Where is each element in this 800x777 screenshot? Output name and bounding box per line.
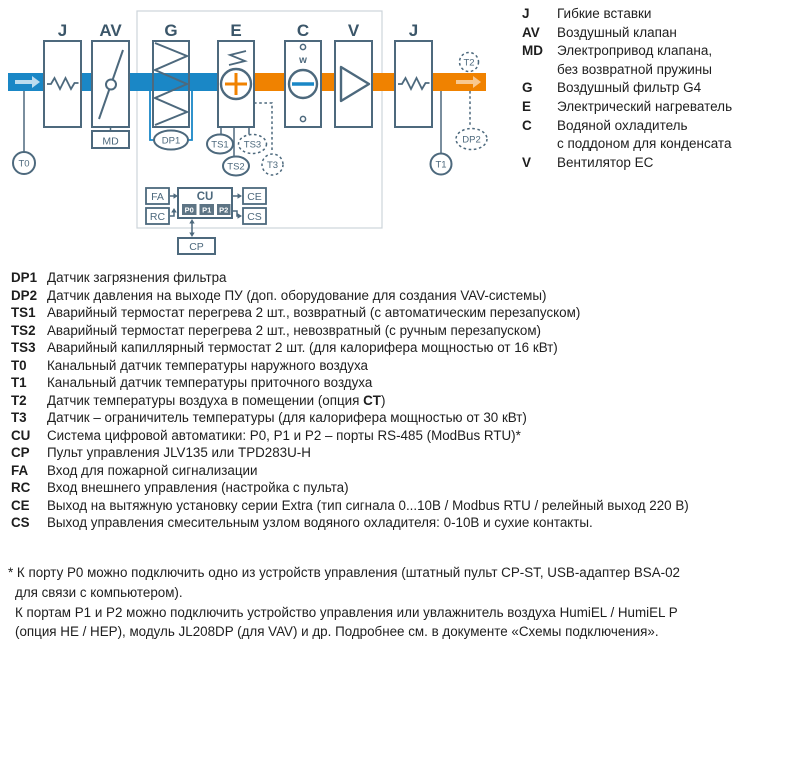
footnote-line: К портам P1 и P2 можно подключить устройство управления или увлажнитель воздуха HumiEL / HumiEL P xyxy=(15,604,678,620)
legend-item xyxy=(522,117,732,154)
system-diagram xyxy=(0,0,500,262)
definition-text-part: Датчик загрязнения фильтра xyxy=(47,270,227,285)
definition-key: CU xyxy=(11,427,31,443)
definition-row xyxy=(11,287,689,305)
definition-key: T2 xyxy=(11,392,27,408)
definition-text-part: Аварийный капиллярный термостат 2 шт. (для калорифера мощностью от 16 кВт) xyxy=(47,340,558,355)
legend-item xyxy=(522,24,732,43)
definition-key: T1 xyxy=(11,375,27,390)
p0-label: P0 xyxy=(184,205,194,215)
legend-text xyxy=(557,42,712,79)
legend-text xyxy=(557,5,651,24)
definition-key: TS2 xyxy=(11,322,36,338)
definition-key: T3 xyxy=(11,410,27,425)
definition-key: DP1 xyxy=(11,270,38,285)
t1-label: T1 xyxy=(435,159,447,171)
definition-row xyxy=(11,392,689,410)
definition-key: CP xyxy=(11,445,30,460)
definition-text-part: Датчик температуры воздуха в помещении (опция xyxy=(47,392,364,408)
ts1-label: TS1 xyxy=(211,139,229,151)
legend-key: V xyxy=(522,154,532,170)
definition-row xyxy=(11,409,689,427)
legend-line: без возвратной пружины xyxy=(557,61,712,77)
definition-text-part: Пульт управления JLV135 или TPD283U-H xyxy=(47,445,311,460)
definition-key: T0 xyxy=(11,357,27,373)
definition-text xyxy=(47,287,546,305)
legend-line: Воздушный фильтр G4 xyxy=(557,80,702,96)
definition-text xyxy=(47,322,541,340)
definition-text-part: Датчик давления на выходе ПУ (доп. оборудование для создания VAV-системы) xyxy=(47,287,547,303)
t2-label: T2 xyxy=(463,57,475,69)
definition-row xyxy=(11,357,689,375)
legend-text xyxy=(557,154,653,173)
legend-line: Воздушный клапан xyxy=(557,24,677,40)
definition-row xyxy=(11,304,689,322)
cu-label: CU xyxy=(196,191,214,203)
definition-text xyxy=(47,304,580,322)
cooler-port-bottom-icon xyxy=(300,116,305,121)
definition-key: TS3 xyxy=(11,340,36,355)
definition-text-part: Аварийный термостат перегрева 2 шт., невозвратный (с ручным перезапуском) xyxy=(47,322,541,338)
ts2-label: TS2 xyxy=(227,161,245,173)
definition-text xyxy=(47,462,257,480)
definitions-list xyxy=(11,269,689,532)
definition-text xyxy=(47,339,558,357)
legend-line: Электропривод клапана, xyxy=(557,43,713,59)
cs-label: CS xyxy=(247,211,262,223)
legend-key: E xyxy=(522,98,532,114)
legend-key: J xyxy=(522,6,530,21)
definition-text xyxy=(47,479,349,497)
definition-text xyxy=(47,409,527,427)
definition-row xyxy=(11,444,689,462)
definition-text xyxy=(47,374,372,392)
definition-row xyxy=(11,322,689,340)
water-label: w xyxy=(299,55,307,66)
definition-text xyxy=(47,427,521,445)
ce-label: CE xyxy=(247,191,262,203)
label-j-left: J xyxy=(57,21,68,40)
legend-line: с поддоном для конденсата xyxy=(557,136,732,152)
label-e: E xyxy=(230,21,242,40)
definition-row xyxy=(11,374,689,392)
label-v: V xyxy=(347,21,360,40)
definition-text-bold: CT xyxy=(363,392,381,408)
rc-label: RC xyxy=(149,211,166,223)
label-g: G xyxy=(164,21,178,40)
definition-text xyxy=(47,514,593,532)
cooler-port-top-icon xyxy=(300,44,305,49)
definition-text-part: ) xyxy=(380,392,386,408)
legend-key: C xyxy=(522,117,532,133)
definition-text-part: Вход для пожарной сигнализации xyxy=(47,462,258,478)
footnote-line: * К порту P0 можно подключить одно из устройств управления (штатный пульт CP-ST, USB-адаптер BSA-02 xyxy=(8,565,680,580)
definition-text-part: Канальный датчик температуры наружного воздуха xyxy=(47,357,368,373)
legend-item xyxy=(522,42,732,79)
cp-label: CP xyxy=(189,241,204,253)
legend-line: Водяной охладитель xyxy=(557,117,688,133)
definition-text-part: Вход внешнего управления (настройка с пульта) xyxy=(47,480,349,495)
component-legend xyxy=(522,5,732,172)
footnote-line: для связи с компьютером). xyxy=(15,584,183,600)
label-c: C xyxy=(296,21,310,40)
definition-text xyxy=(47,392,385,410)
definition-row xyxy=(11,339,689,357)
dp2-label: DP2 xyxy=(462,134,481,146)
p1-label: P1 xyxy=(202,205,212,215)
md-label: MD xyxy=(102,135,119,148)
legend-line: Вентилятор ЕС xyxy=(557,154,654,170)
dp1-label: DP1 xyxy=(161,135,181,147)
definition-text-part: Выход управления смесительным узлом водяного охладителя: 0-10В и сухие контакты. xyxy=(47,515,593,530)
definition-row xyxy=(11,479,689,497)
legend-item xyxy=(522,79,732,98)
definition-text xyxy=(47,357,368,375)
definition-key: TS1 xyxy=(11,305,36,320)
definition-row xyxy=(11,269,689,287)
definition-row xyxy=(11,497,689,515)
definition-text-part: Выход на вытяжную установку серии Extra (тип сигнала 0...10В / Modbus RTU / релейный выход 220 В) xyxy=(47,497,689,513)
ts3-label: TS3 xyxy=(243,139,262,151)
definition-text-part: Датчик – ограничитель температуры (для калорифера мощностью от 30 кВт) xyxy=(47,410,527,425)
legend-item xyxy=(522,98,732,117)
definition-text xyxy=(47,444,311,462)
definition-key: DP2 xyxy=(11,287,38,303)
definition-key: FA xyxy=(11,462,29,478)
legend-text xyxy=(557,98,732,117)
definition-text-part: Канальный датчик температуры приточного воздуха xyxy=(47,375,373,390)
label-j-right: J xyxy=(408,21,419,40)
legend-item xyxy=(522,5,732,24)
definition-key: CS xyxy=(11,515,30,530)
legend-text xyxy=(557,117,731,154)
legend-text xyxy=(557,79,701,98)
definition-text-part: Аварийный термостат перегрева 2 шт., возвратный (с автоматическим перезапуском) xyxy=(47,305,581,320)
legend-key: AV xyxy=(522,24,540,40)
valve-pivot-icon xyxy=(106,80,116,90)
definition-text xyxy=(47,269,227,287)
t0-label: T0 xyxy=(18,158,30,170)
fa-label: FA xyxy=(151,191,164,203)
legend-key: MD xyxy=(522,43,543,59)
t3-label: T3 xyxy=(266,160,279,171)
legend-text xyxy=(557,24,677,43)
definition-key: RC xyxy=(11,480,31,495)
legend-item xyxy=(522,154,732,173)
footnote xyxy=(8,563,680,642)
definition-row xyxy=(11,514,689,532)
definition-text xyxy=(47,497,689,515)
definition-row xyxy=(11,427,689,445)
definition-text-part: Система цифровой автоматики: P0, P1 и P2 – порты RS-485 (ModBus RTU)* xyxy=(47,427,521,443)
legend-line: Электрический нагреватель xyxy=(557,98,733,114)
label-av: AV xyxy=(99,21,122,40)
legend-key: G xyxy=(522,80,533,96)
definition-key: CE xyxy=(11,497,30,513)
p2-label: P2 xyxy=(219,205,229,215)
footnote-line: (опция HE / HEP), модуль JL208DP (для VAV) и др. Подробнее см. в документе «Схемы подключения». xyxy=(15,624,659,640)
definition-row xyxy=(11,462,689,480)
legend-line: Гибкие вставки xyxy=(557,6,652,21)
